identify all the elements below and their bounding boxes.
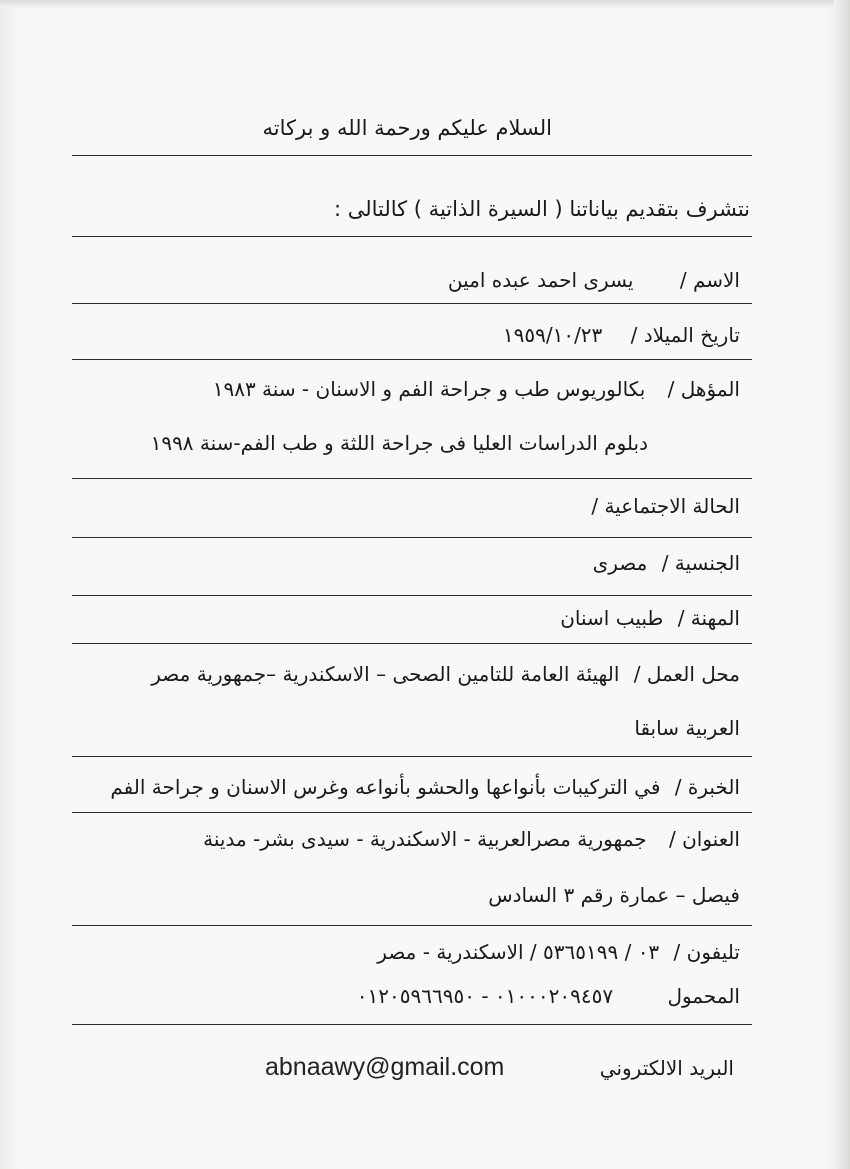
- phone-label: تليفون /: [673, 940, 740, 964]
- workplace-row-2: [634, 716, 740, 740]
- address-row: [203, 827, 740, 851]
- qualification-row-2: [151, 431, 648, 455]
- name-row: [448, 268, 740, 292]
- divider: [72, 236, 752, 237]
- mobile-row: [357, 984, 740, 1008]
- divider: [72, 537, 752, 538]
- divider: [72, 756, 752, 757]
- birth-date-row: [503, 323, 740, 347]
- marital-status-row: [583, 494, 740, 518]
- workplace-value-2: العربية سابقا: [634, 716, 740, 740]
- name-label: الاسم /: [679, 268, 740, 292]
- greeting: السلام عليكم ورحمة الله و بركاته: [262, 116, 552, 140]
- workplace-value-1: الهيئة العامة للتامين الصحى – الاسكندرية –جمهورية مصر: [151, 662, 620, 686]
- email-label: البريد الالكتروني: [599, 1056, 734, 1080]
- experience-label: الخبرة /: [674, 775, 740, 799]
- marital-status-label: الحالة الاجتماعية /: [591, 494, 740, 518]
- divider: [72, 812, 752, 813]
- name-value: يسرى احمد عبده امين: [447, 268, 634, 292]
- divider: [72, 595, 752, 596]
- profession-label: المهنة /: [677, 606, 740, 630]
- divider: [72, 1024, 752, 1025]
- divider: [72, 478, 752, 479]
- qualification-value-1: بكالوريوس طب و جراحة الفم و الاسنان - سنة ١٩٨٣: [212, 377, 646, 401]
- address-value-2: فيصل – عمارة رقم ٣ السادس: [488, 883, 740, 907]
- phone-value: ٠٣ / ٥٣٦٥١٩٩ / الاسكندرية - مصر: [377, 940, 660, 964]
- nationality-value: مصرى: [592, 551, 648, 575]
- address-row-2: [488, 883, 740, 907]
- email-value[interactable]: abnaawy@gmail.com: [265, 1053, 505, 1081]
- divider: [72, 155, 752, 156]
- profession-value: طبيب اسنان: [560, 606, 664, 630]
- divider: [72, 303, 752, 304]
- nationality-label: الجنسية /: [661, 551, 740, 575]
- nationality-row: [593, 551, 740, 575]
- intro-line: نتشرف بتقديم بياناتنا ( السيرة الذاتية ) كالتالى :: [333, 197, 750, 221]
- experience-value: في التركيبات بأنواعها والحشو بأنواعه وغرس الاسنان و جراحة الفم: [110, 775, 661, 799]
- qualification-row: [213, 377, 740, 401]
- workplace-row: [151, 662, 740, 686]
- qualification-value-2: دبلوم الدراسات العليا فى جراحة اللثة و طب الفم-سنة ١٩٩٨: [150, 431, 648, 455]
- profession-row: [560, 606, 740, 630]
- workplace-label: محل العمل /: [633, 662, 740, 686]
- mobile-label: المحمول: [667, 984, 740, 1008]
- divider: [72, 643, 752, 644]
- divider: [72, 359, 752, 360]
- birth-date-label: تاريخ الميلاد /: [630, 323, 740, 347]
- phone-row: [377, 940, 740, 964]
- divider: [72, 925, 752, 926]
- experience-row: [110, 775, 740, 799]
- scan-shadow-right: [834, 0, 850, 1169]
- address-value-1: جمهورية مصرالعربية - الاسكندرية - سيدى بشر- مدينة: [203, 827, 647, 851]
- qualification-label: المؤهل /: [667, 377, 740, 401]
- birth-date-value: ١٩٥٩/١٠/٢٣: [502, 323, 603, 347]
- scan-shadow-top: [0, 0, 850, 8]
- mobile-value: ٠١٠٠٠٢٠٩٤٥٧ - ٠١٢٠٥٩٦٦٩٥٠: [356, 984, 614, 1008]
- address-label: العنوان /: [668, 827, 740, 851]
